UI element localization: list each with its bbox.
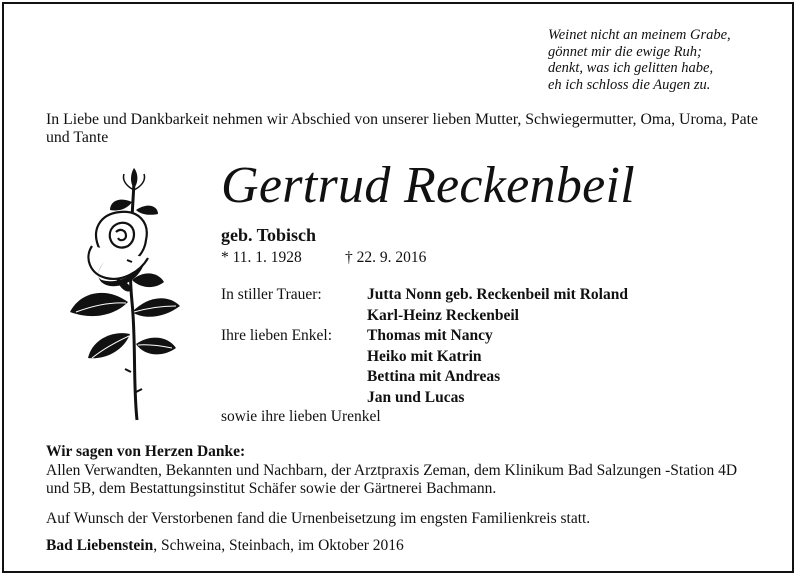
poem-line: Weinet nicht an meinem Grabe, [548,27,731,43]
place-rest: , Schweina, Steinbach, im Oktober 2016 [153,537,404,554]
grandchildren-label: Ihre lieben Enkel: [221,327,333,344]
poem-line: denkt, was ich gelitten habe, [548,60,714,76]
great-grandchildren: sowie ihre lieben Urenkel [221,408,381,425]
thanks-heading: Wir sagen von Herzen Danke: [46,443,246,460]
poem-line: eh ich schloss die Augen zu. [548,76,711,93]
poem [548,27,788,93]
mourner-name: Bettina mit Andreas [367,368,501,385]
death-date: † 22. 9. 2016 [345,249,427,266]
thanks-text: Allen Verwandten, Bekannten und Nachbarn, der Arztpraxis Zeman, dem Klinikum Bad Salzungen -Station 4D und 5B, dem Bestattungsinstitut Schäfer sowie der Gärtnerei Bachmann. [46,462,738,497]
mourner-name: Thomas mit Nancy [367,327,493,344]
mourner-name: Jan und Lucas [367,388,465,406]
burial-note: Auf Wunsch der Verstorbenen fand die Urnenbeisetzung im engsten Familienkreis statt. [46,510,591,527]
poem-line: gönnet mir die ewige Ruh; [548,43,702,60]
maiden-name: geb. Tobisch [221,225,317,245]
grief-label: In stiller Trauer: [221,286,322,303]
intro-text: In Liebe und Dankbarkeit nehmen wir Abschied von unserer lieben Mutter, Schwiegermutter, Oma, Uroma, Pate und Tante [46,111,759,146]
deceased-name: Gertrud Reckenbeil [221,157,636,214]
birth-date: * 11. 1. 1928 [221,249,302,266]
rose-icon [40,162,190,424]
place-date-line [46,537,404,555]
mourner-name: Karl-Heinz Reckenbeil [367,306,519,324]
town-name: Bad Liebenstein [46,537,154,554]
mourner-name: Jutta Nonn geb. Reckenbeil mit Roland [367,286,628,303]
mourner-name: Heiko mit Katrin [367,347,482,365]
